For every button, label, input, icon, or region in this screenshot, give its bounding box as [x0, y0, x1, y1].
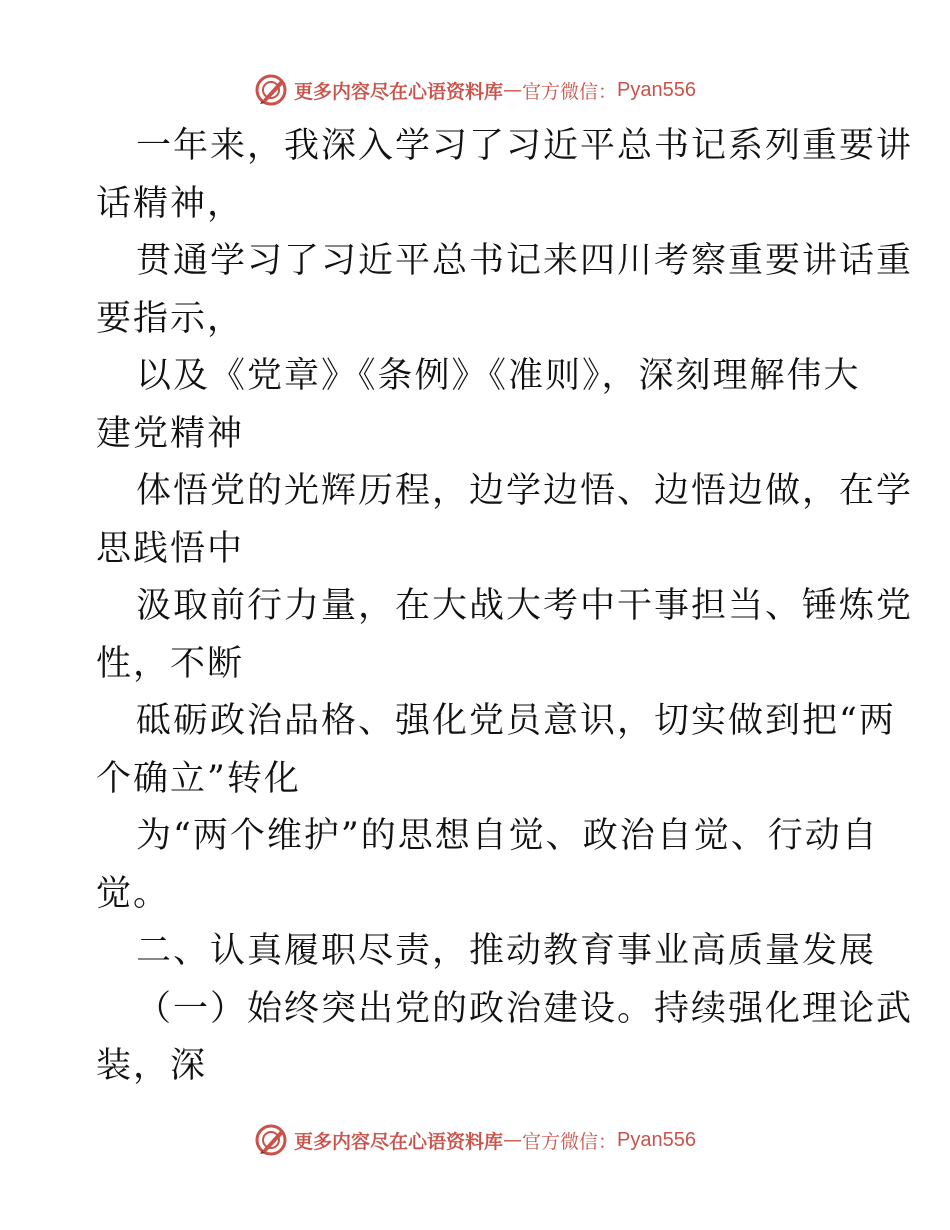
section-heading: 二、认真履职尽责，推动教育事业高质量发展: [136, 931, 877, 971]
text-line: 要指示，: [96, 298, 245, 339]
text-line: 建党精神: [96, 413, 245, 454]
banner-official-label: 官方微信：: [522, 80, 618, 103]
banner-separator: —: [503, 79, 523, 101]
pen-logo-icon: [254, 73, 288, 107]
banner-wechat-id: Pyan556: [617, 1128, 696, 1151]
document-body: [96, 118, 914, 1096]
footer-watermark-banner: [0, 1120, 950, 1160]
text-line: 思践悟中: [96, 528, 245, 569]
text-line: 体悟党的光辉历程，边学边悟、边悟边做，在学: [136, 471, 914, 511]
banner-separator: —: [503, 1129, 523, 1151]
text-line: 个确立”转化: [96, 758, 301, 799]
subsection-heading: （一）始终突出党的政治建设。持续强化理论武: [136, 988, 914, 1029]
pen-logo-icon: [254, 1123, 288, 1157]
text-line: 装，深: [96, 1046, 208, 1086]
text-line: 觉。: [96, 873, 171, 914]
banner-title: 更多内容尽在心语资料库: [294, 80, 504, 103]
text-line: 砥砺政治品格、强化党员意识，切实做到把“两: [136, 701, 896, 741]
text-line: 贯通学习了习近平总书记来四川考察重要讲话重: [136, 241, 914, 281]
text-line: 话精神，: [96, 183, 245, 224]
banner-official-label: 官方微信：: [522, 1130, 618, 1153]
text-line: 为“两个维护”的思想自觉、政治自觉、行动自: [136, 816, 879, 856]
banner-title: 更多内容尽在心语资料库: [294, 1130, 504, 1153]
text-line: 汲取前行力量，在大战大考中干事担当、锤炼党: [136, 586, 914, 626]
text-line: 一年来，我深入学习了习近平总书记系列重要讲: [136, 126, 914, 166]
banner-wechat-id: Pyan556: [617, 78, 696, 101]
text-line: 性，不断: [96, 643, 245, 684]
header-watermark-banner: [0, 70, 950, 110]
text-line: 以及《党章》《条例》《准则》，深刻理解伟大: [136, 356, 861, 396]
